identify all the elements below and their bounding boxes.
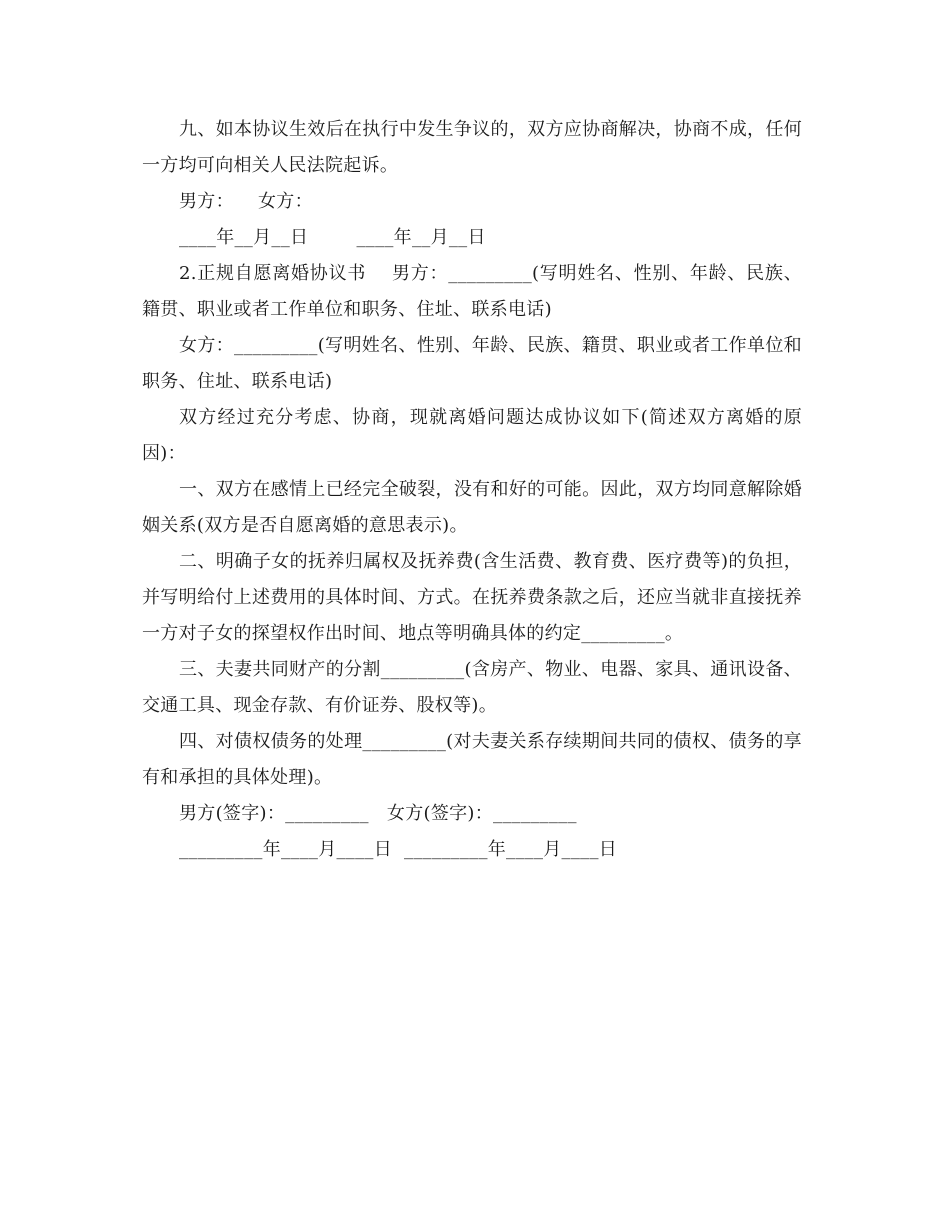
section-two-heading-male-party: 2.正规自愿离婚协议书 男方：_________(写明姓名、性别、年龄、民族、籍贯、职业或者工作单位和职务、住址、联系电话) bbox=[142, 263, 802, 320]
document-body bbox=[142, 112, 802, 868]
signature-dates: _________年____月____日 _________年____月____日 bbox=[179, 839, 618, 860]
signature-date-line: ____年__月__日 ____年__月__日 bbox=[179, 227, 486, 248]
agreement-preamble: 双方经过充分考虑、协商，现就离婚问题达成协议如下(简述双方离婚的原因)： bbox=[142, 407, 802, 464]
clause-nine-dispute: 九、如本协议生效后在执行中发生争议的，双方应协商解决，协商不成，任何一方均可向相关人民法院起诉。 bbox=[142, 119, 802, 176]
clause-three-property: 三、夫妻共同财产的分割_________(含房产、物业、电器、家具、通讯设备、交通工具、现金存款、有价证券、股权等)。 bbox=[142, 659, 802, 716]
female-party-info: 女方：_________(写明姓名、性别、年龄、民族、籍贯、职业或者工作单位和职务、住址、联系电话) bbox=[142, 335, 802, 392]
clause-one-divorce: 一、双方在感情上已经完全破裂，没有和好的可能。因此，双方均同意解除婚姻关系(双方是否自愿离婚的意思表示)。 bbox=[142, 479, 802, 536]
signature-labels: 男方： 女方： bbox=[179, 191, 313, 212]
clause-two-child-support: 二、明确子女的抚养归属权及抚养费(含生活费、教育费、医疗费等)的负担，并写明给付上述费用的具体时间、方式。在抚养费条款之后，还应当就非直接抚养一方对子女的探望权作出时间、地点等明确具体的约定_________。 bbox=[142, 551, 802, 644]
clause-four-debts: 四、对债权债务的处理_________(对夫妻关系存续期间共同的债权、债务的享有和承担的具体处理)。 bbox=[142, 731, 802, 788]
signature-fields: 男方(签字)：_________ 女方(签字)：_________ bbox=[179, 803, 577, 824]
